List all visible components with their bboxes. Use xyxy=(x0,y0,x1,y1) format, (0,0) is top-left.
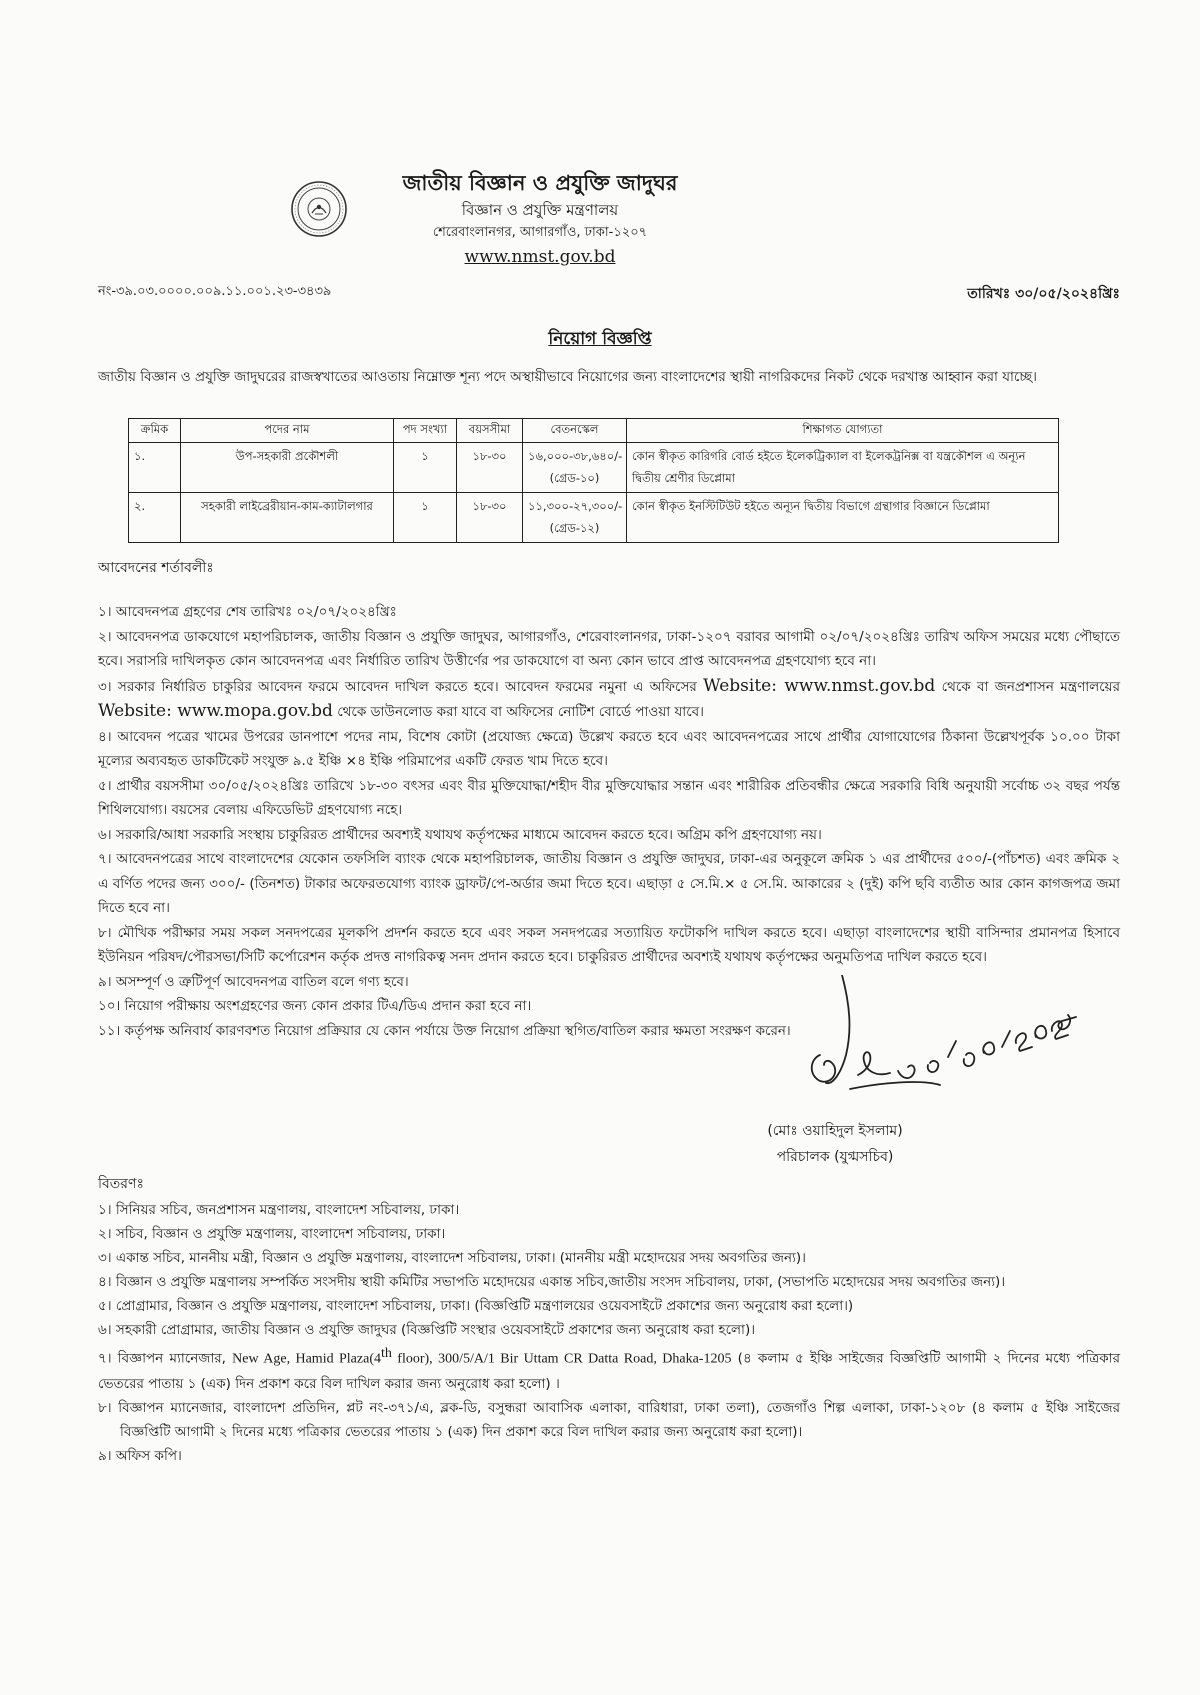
condition-item: ১। আবেদনপত্র গ্রহণের শেষ তারিখঃ ০২/০৭/২০২৪খ্রিঃ xyxy=(98,604,397,620)
nmst-website-link[interactable]: Website: www.nmst.gov.bd xyxy=(703,675,936,696)
distribution-item: ৫। প্রোগ্রামার, বিজ্ঞান ও প্রযুক্তি মন্ত্রণালয়, বাংলাদেশ সচিবালয়, ঢাকা। (বিজ্ঞপ্তিটি মন্ত্রণালয়ের ওয়েবসাইটে প্রকাশের জন্য অনুরোধ করা হলো।) xyxy=(98,1298,854,1314)
cell-age: ১৮-৩০ xyxy=(457,443,523,493)
condition-item: ৬। সরকারি/আধা সরকারি সংস্থায় চাকুরিরত প্রার্থীদের অবশ্যই যথাযথ কর্তৃপক্ষের মাধ্যমে আবেদন করতে হবে। অগ্রিম কপি গ্রহণযোগ্য নয়। xyxy=(98,826,822,843)
cell-age: ১৮-৩০ xyxy=(457,493,523,543)
condition-item: ৭। আবেদনপত্রের সাথে বাংলাদেশের যেকোন তফসিলি ব্যাংক থেকে মহাপরিচালক, জাতীয় বিজ্ঞান ও প্রযুক্তি জাদুঘর, ঢাকা-এর অনুকূলে ক্রমিক ১ এর প্রার্থীদের ৫০০/-(পাঁচশত) এবং ক্রমিক ২ এ বর্ণিত পদের জন্য ৩০০/- (তিনশত) টাকার অফেরতযোগ্য ব্যাংক ড্রাফট/পে-অর্ডার জমা দিতে হবে। এছাড়া ৫ সে.মি.× ৫ সে.মি. আকারের ২ (দুই) কপি ছবি ব্যতীত আর কোন কাগজপত্র জমা দিতে হবে না। xyxy=(98,851,1120,916)
conditions-title: আবেদনের শর্তাবলীঃ xyxy=(98,560,214,576)
table-row xyxy=(129,493,1059,543)
ordinal-suffix: th xyxy=(380,1346,392,1361)
pay-grade: (গ্রেড-১০) xyxy=(549,471,600,485)
cell-count: ১ xyxy=(394,443,457,493)
condition-item: ৯। অসম্পূর্ণ ও ত্রুটিপূর্ণ আবেদনপত্র বাতিল বলে গণ্য হবে। xyxy=(98,973,409,990)
signatory-name: (মোঃ ওয়াহিদুল ইসলাম) xyxy=(767,1123,903,1139)
distribution-item: ৩। একান্ত সচিব, মাননীয় মন্ত্রী, বিজ্ঞান ও প্রযুক্তি মন্ত্রণালয়, বাংলাদেশ সচিবালয়, ঢাকা। (মাননীয় মন্ত্রী মহোদয়ের সদয় অবগতির জন্য)। xyxy=(98,1250,807,1266)
newspaper-address-cont: floor), 300/5/A/1 Bir Uttam CR Datta Road, Dhaka-1205 xyxy=(391,1351,732,1367)
table-row xyxy=(129,443,1059,493)
cell-qualification: কোন স্বীকৃত ইনস্টিটিউট হইতে অন্যূন দ্বিতীয় বিভাগে গ্রন্থাগার বিজ্ঞানে ডিপ্লোমা xyxy=(627,493,1059,543)
condition-item: ৮। মৌখিক পরীক্ষার সময় সকল সনদপত্রের মূলকপি প্রদর্শন করতে হবে এবং সকল সনদপত্রের সত্যায়িত ফটোকপি দাখিল করতে হবে। এছাড়া বাংলাদেশের স্থায়ী বাসিন্দার প্রমানপত্র হিসাবে ইউনিয়ন পরিষদ/পৌরসভা/সিটি কর্পোরেশন কর্তৃক প্রদত্ত নাগরিকত্ব সনদ প্রদান করতে হবে। চাকুরিরত প্রার্থীদের অবশ্যই যথাযথ কর্তৃপক্ষের অনুমতিপত্র দাখিল করতে হবে। xyxy=(98,924,1120,965)
table-header-row xyxy=(129,419,1059,443)
letterhead xyxy=(340,168,740,270)
distribution-title: বিতরণঃ xyxy=(98,1176,144,1192)
condition-text: ৩। সরকার নির্ধারিত চাকুরির আবেদন ফরমে আবেদন দাখিল করতে হবে। আবেদন ফরমের নমুনা এ অফিসের xyxy=(98,678,704,695)
cell-serial: ২. xyxy=(129,493,181,543)
signatory-designation: পরিচালক (যুগ্মসচিব) xyxy=(776,1149,894,1165)
organization-website-link[interactable]: www.nmst.gov.bd xyxy=(464,247,616,267)
cell-post: উপ-সহকারী প্রকৌশলী xyxy=(181,443,394,493)
notice-heading xyxy=(0,326,1200,354)
condition-text: থেকে বা জনপ্রশাসন মন্ত্রণালয়ের xyxy=(935,678,1121,695)
column-header-post: পদের নাম xyxy=(181,419,394,443)
reference-number: নং-৩৯.০৩.০০০০.০০৯.১১.০০১.২৩-৩৪৩৯ xyxy=(98,284,332,299)
cell-post: সহকারী লাইব্রেরীয়ান-কাম-ক্যাটালগার xyxy=(181,493,394,543)
pay-scale: ১৬,০০০-৩৮,৬৪০/- xyxy=(528,449,623,463)
pay-scale: ১১,৩০০-২৭,৩০০/- xyxy=(528,499,623,513)
column-header-scale: বেতনস্কেল xyxy=(523,419,627,443)
distribution-item: ২। সচিব, বিজ্ঞান ও প্রযুক্তি মন্ত্রণালয়, বাংলাদেশ সচিবালয়, ঢাকা। xyxy=(98,1226,446,1242)
handwritten-signature xyxy=(780,975,1080,1115)
distribution-text: ৭। বিজ্ঞাপন ম্যানেজার, xyxy=(98,1350,233,1367)
issue-date: তারিখঃ ৩০/০৫/২০২৪খ্রিঃ xyxy=(967,286,1120,302)
cell-qualification: কোন স্বীকৃত কারিগরি বোর্ড হইতে ইলেকট্রিক্যাল বা ইলেকট্রনিক্স বা যন্ত্রকৌশল এ অন্যূন দ্বিতীয় শ্রেণীর ডিপ্লোমা xyxy=(627,443,1059,493)
condition-item: ৫। প্রার্থীর বয়সসীমা ৩০/০৫/২০২৪খ্রিঃ তারিখে ১৮-৩০ বৎসর এবং বীর মুক্তিযোদ্ধা/শহীদ বীর মুক্তিযোদ্ধার সন্তান এবং শারীরিক প্রতিবন্ধীর ক্ষেত্রে সরকারি বিধি অনুযায়ী সর্বোচ্চ ৩২ বছর পর্যন্ত শিথিলযোগ্য। বয়সের বেলায় এফিডেভিট গ্রহণযোগ্য নহে। xyxy=(98,777,1120,818)
condition-text: থেকে ডাউনলোড করা যাবে বা অফিসের নোটিশ বোর্ডে পাওয়া যাবে। xyxy=(332,704,704,720)
signatory-block xyxy=(700,1118,970,1170)
column-header-count: পদ সংখ্যা xyxy=(394,419,457,443)
organization-address: শেরেবাংলানগর, আগারগাঁও, ঢাকা-১২০৭ xyxy=(432,225,648,240)
distribution-item: ৯। অফিস কপি। xyxy=(98,1447,182,1464)
ministry-name: বিজ্ঞান ও প্রযুক্তি মন্ত্রণালয় xyxy=(461,201,619,219)
condition-item: ২। আবেদনপত্র ডাকযোগে মহাপরিচালক, জাতীয় বিজ্ঞান ও প্রযুক্তি জাদুঘর, আগারগাঁও, শেরেবাংলানগর, ঢাকা-১২০৭ বরাবর আগামী ০২/০৭/২০২৪খ্রিঃ তারিখ অফিস সময়ের মধ্যে পৌছাতে হবে। সরাসরি দাখিলকৃত কোন আবেদনপত্র এবং নির্ধারিত তারিখ উত্তীর্ণের পর ডাকযোগে বা অন্য কোন ভাবে প্রাপ্ত আবেদনপত্র গ্রহণযোগ্য হবে না। xyxy=(98,628,1120,669)
organization-title: জাতীয় বিজ্ঞান ও প্রযুক্তি জাদুঘর xyxy=(402,171,678,195)
notice-intro: জাতীয় বিজ্ঞান ও প্রযুক্তি জাদুঘরের রাজস্বখাতের আওতায় নিম্নোক্ত শূন্য পদে অস্থায়ীভাবে নিয়োগের জন্য বাংলাদেশের স্থায়ী নাগরিকদের নিকট থেকে দরখাস্ত আহ্বান করা যাচ্ছে। xyxy=(98,369,1037,385)
cell-serial: ১. xyxy=(129,443,181,493)
column-header-serial: ক্রমিক xyxy=(129,419,181,443)
distribution-item: ৮। বিজ্ঞাপন ম্যানেজার, বাংলাদেশ প্রতিদিন, প্লট নং-৩৭১/এ, ব্লক-ডি, বসুন্ধরা আবাসিক এলাকা, বারিধারা, ঢাকা তলা), তেজগাঁও শিল্প এলাকা, ঢাকা-১২০৮ (৪ কলাম ৫ ইঞ্চি সাইজের বিজ্ঞপ্তিটি আগামী ২ দিনের মধ্যে পত্রিকার ভেতরের পাতায় ১ (এক) দিন প্রকাশ করে বিল দাখিল করার জন্য অনুরোধ করা হলো)। xyxy=(98,1399,1120,1440)
distribution-item xyxy=(98,1342,1120,1396)
condition-item: ১১। কর্তৃপক্ষ অনিবার্য কারণবশত নিয়োগ প্রক্রিয়ার যে কোন পর্যায়ে উক্ত নিয়োগ প্রক্রিয়া স্থগিত/বাতিল করার ক্ষমতা সংরক্ষণ করেন। xyxy=(98,1022,791,1039)
condition-item xyxy=(98,674,1120,725)
newspaper-address: New Age, Hamid Plaza(4 xyxy=(232,1351,381,1367)
column-header-qualification: শিক্ষাগত যোগ্যতা xyxy=(627,419,1059,443)
vacancy-table xyxy=(128,418,1059,543)
distribution-list xyxy=(98,1198,1120,1468)
notice-heading-text: নিয়োগ বিজ্ঞপ্তি xyxy=(548,329,652,349)
condition-item: ৪। আবেদন পত্রের খামের উপরের ডানপাশে পদের নাম, বিশেষ কোটা (প্রযোজ্য ক্ষেত্রে) উল্লেখ করতে হবে এবং আবেদনপত্রের সাথে প্রার্থীর যোগাযোগের ঠিকানা উল্লেখপূর্বক ১০.০০ টাকা মূল্যের অব্যবহৃত ডাকটিকেট সংযুক্ত ৯.৫ ইঞ্চি ×৪ ইঞ্চি পরিমাপের একটি ফেরত খাম দিতে হবে। xyxy=(98,728,1120,769)
column-header-age: বয়সসীমা xyxy=(457,419,523,443)
distribution-item: ১। সিনিয়র সচিব, জনপ্রশাসন মন্ত্রণালয়, বাংলাদেশ সচিবালয়, ঢাকা। xyxy=(98,1202,460,1218)
condition-item: ১০। নিয়োগ পরীক্ষায় অংশগ্রহণের জন্য কোন প্রকার টিএ/ডিএ প্রদান করা হবে না। xyxy=(98,998,532,1014)
cell-scale xyxy=(523,443,627,493)
pay-grade: (গ্রেড-১২) xyxy=(549,521,600,535)
cell-count: ১ xyxy=(394,493,457,543)
cell-scale xyxy=(523,493,627,543)
distribution-item: ৬। সহকারী প্রোগ্রামার, জাতীয় বিজ্ঞান ও প্রযুক্তি জাদুঘর (বিজ্ঞপ্তিটি সংস্থার ওয়েবসাইটে প্রকাশের জন্য অনুরোধ করা হলো)। xyxy=(98,1322,756,1338)
mopa-website-link[interactable]: Website: www.mopa.gov.bd xyxy=(98,701,333,721)
distribution-text: (৪ কলাম ৫ ইঞ্চি সাইজের বিজ্ঞপ্তিটি আগামী ২ দিনের মধ্যে পত্রিকার ভেতরের পাতায় ১ (এক) দিন প্রকাশ করে বিল দাখিল করার জন্য অনুরোধ করা হলো) । xyxy=(98,1350,1120,1392)
distribution-item: ৪। বিজ্ঞান ও প্রযুক্তি মন্ত্রণালয় সম্পর্কিত সংসদীয় স্থায়ী কমিটির সভাপতি মহোদয়ের একান্ত সচিব,জাতীয় সংসদ সচিবালয়, ঢাকা, (সভাপতি মহোদয়ের সদয় অবগতির জন্য)। xyxy=(98,1274,1006,1290)
